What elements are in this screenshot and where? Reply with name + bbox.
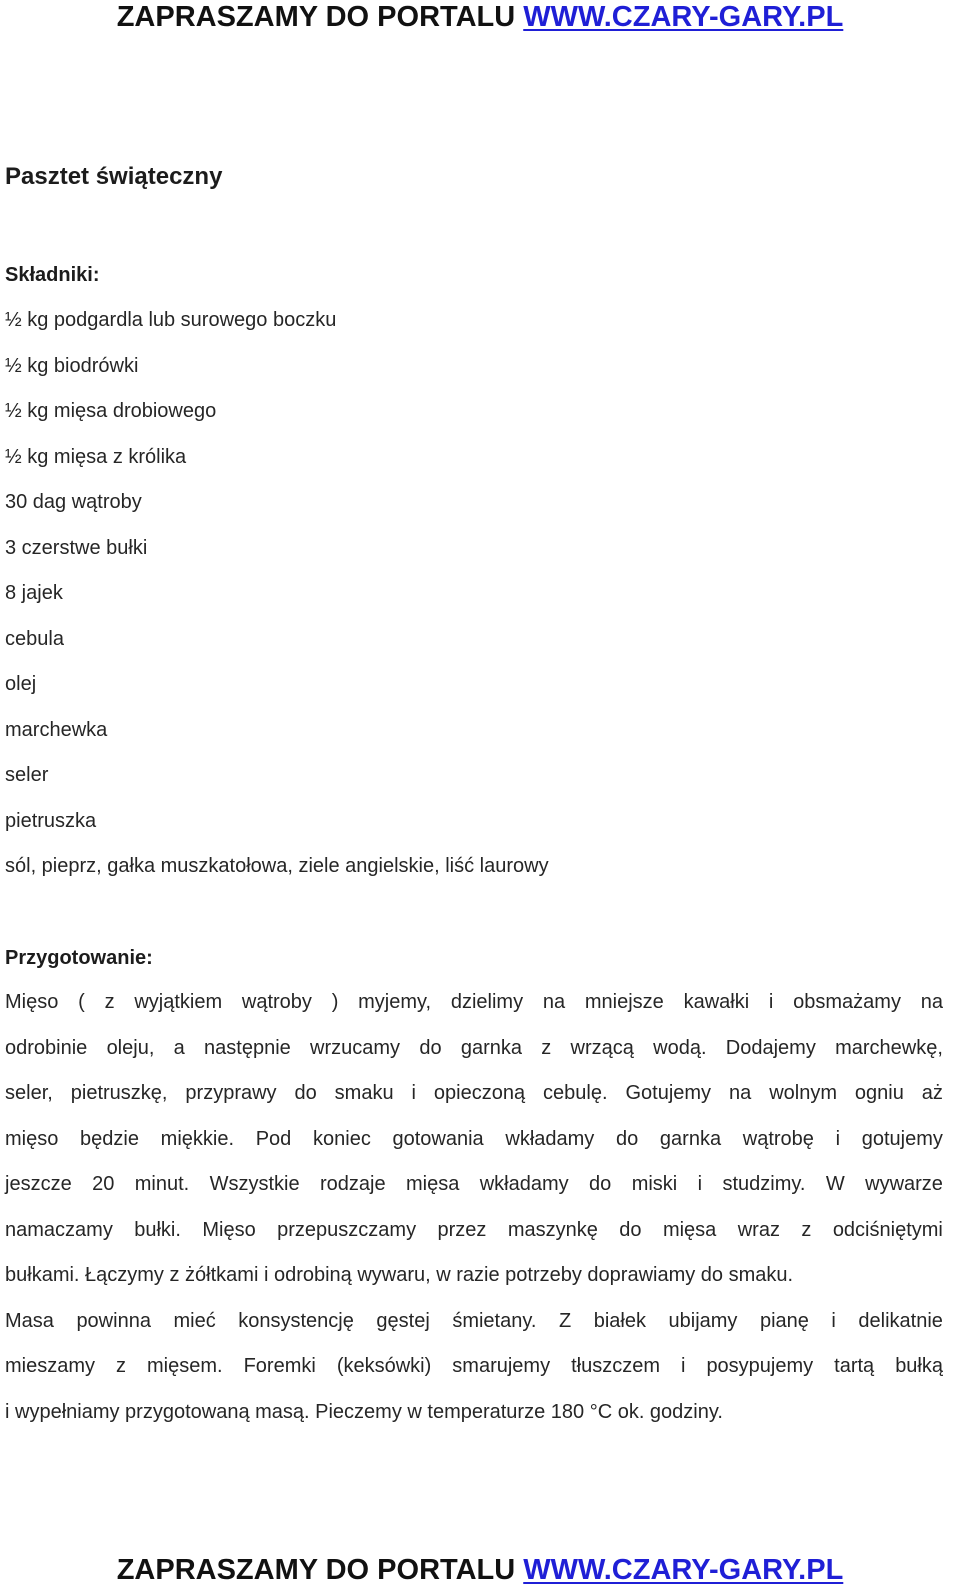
preparation-word: na xyxy=(729,1082,752,1104)
preparation-word: gotujemy xyxy=(861,1127,943,1150)
preparation-word: Gotujemy xyxy=(625,1082,712,1104)
preparation-line: i wypełniamy przygotowaną masą. Pieczemy w temperaturze 180 °C ok. godziny. xyxy=(5,1400,723,1423)
preparation-word: delikatnie xyxy=(858,1309,943,1332)
preparation-word: jeszcze xyxy=(5,1173,72,1195)
ingredient-item: cebula xyxy=(5,627,64,650)
ingredients-list xyxy=(5,307,549,899)
preparation-word: śmietany. xyxy=(452,1309,537,1332)
preparation-word: Z xyxy=(558,1309,572,1332)
preparation-line xyxy=(5,1035,943,1081)
preparation-word: mieszamy xyxy=(5,1355,96,1377)
preparation-word: i xyxy=(680,1355,686,1377)
preparation-word: Pod xyxy=(255,1127,292,1150)
preparation-word: pietruszkę, xyxy=(70,1082,168,1104)
preparation-word: maszynkę xyxy=(507,1218,598,1241)
preparation-word: rodzaje xyxy=(319,1173,386,1195)
preparation-word: aż xyxy=(921,1082,943,1104)
ingredient-item: seler xyxy=(5,764,49,786)
preparation-word: minut. xyxy=(134,1173,190,1195)
preparation-word: ogniu xyxy=(854,1082,904,1104)
preparation-word: garnka xyxy=(659,1127,722,1150)
ingredient-item: sól, pieprz, gałka muszkatołowa, ziele angielskie, liść laurowy xyxy=(5,855,549,877)
preparation-word: wodą. xyxy=(653,1036,707,1059)
preparation-word: Dodajemy xyxy=(725,1036,816,1059)
preparation-line xyxy=(5,1171,943,1217)
preparation-word: przez xyxy=(437,1218,487,1241)
preparation-word: konsystencję xyxy=(238,1309,354,1332)
preparation-word: z xyxy=(116,1355,127,1377)
preparation-word: tłuszczem xyxy=(571,1355,660,1377)
preparation-word: pianę xyxy=(759,1309,809,1332)
preparation-word: myjemy, xyxy=(358,991,432,1013)
preparation-word: na xyxy=(920,991,943,1013)
preparation-word: wrzącą xyxy=(570,1036,634,1059)
preparation-word: na xyxy=(542,991,566,1013)
preparation-word: do xyxy=(419,1036,442,1059)
portal-link[interactable]: WWW.CZARY-GARY.PL xyxy=(523,1,844,33)
preparation-word: studzimy. xyxy=(722,1173,806,1195)
preparation-word: Foremki xyxy=(243,1355,316,1377)
preparation-word: wywarze xyxy=(865,1173,943,1195)
preparation-word: wolnym xyxy=(769,1082,837,1104)
preparation-word: W xyxy=(825,1173,845,1195)
preparation-word: Masa xyxy=(5,1309,54,1332)
ingredient-item: ½ kg mięsa drobiowego xyxy=(5,400,217,422)
preparation-text xyxy=(5,989,943,1444)
preparation-word: miski xyxy=(631,1173,678,1195)
preparation-word: oleju, xyxy=(106,1036,155,1059)
ingredients-heading: Składniki: xyxy=(5,264,100,286)
preparation-word: wyjątkiem xyxy=(134,991,223,1013)
ingredient-item: marchewka xyxy=(5,718,108,741)
preparation-word: i xyxy=(835,1127,841,1150)
preparation-word: Wszystkie xyxy=(209,1173,300,1195)
preparation-word: i xyxy=(411,1082,416,1104)
preparation-word: będzie xyxy=(80,1127,139,1150)
preparation-word: gęstej xyxy=(376,1309,430,1332)
preparation-word: mniejsze xyxy=(584,991,664,1013)
preparation-word: z xyxy=(104,991,115,1013)
preparation-word: wkładamy xyxy=(479,1173,569,1195)
ingredient-item: pietruszka xyxy=(5,809,97,832)
preparation-word: obsmażamy xyxy=(793,991,901,1013)
preparation-line xyxy=(5,1080,943,1126)
preparation-word: wątroby xyxy=(241,991,312,1013)
preparation-word: do xyxy=(589,1173,612,1195)
portal-banner-bottom xyxy=(0,1553,960,1587)
preparation-word: posypujemy xyxy=(706,1355,814,1377)
portal-link[interactable]: WWW.CZARY-GARY.PL xyxy=(523,1554,844,1586)
ingredient-item: olej xyxy=(5,673,37,695)
preparation-word: dzielimy xyxy=(450,991,524,1013)
preparation-word: wrzucamy xyxy=(310,1036,401,1059)
preparation-word: seler, xyxy=(5,1082,53,1104)
preparation-word: ) xyxy=(331,991,339,1013)
preparation-word: smaku xyxy=(334,1082,394,1104)
preparation-line xyxy=(5,1217,943,1263)
preparation-word: cebulę. xyxy=(543,1082,608,1104)
preparation-word: garnka xyxy=(460,1036,522,1059)
preparation-word: powinna xyxy=(76,1309,151,1332)
preparation-word: z xyxy=(541,1036,552,1059)
preparation-word: mięso xyxy=(5,1127,59,1150)
preparation-word: z xyxy=(801,1218,812,1241)
portal-banner-text: ZAPRASZAMY DO PORTALU xyxy=(116,1554,524,1586)
portal-banner-text: ZAPRASZAMY DO PORTALU xyxy=(116,1,524,33)
preparation-word: ( xyxy=(78,991,85,1013)
preparation-word: wątrobę xyxy=(742,1127,814,1150)
preparation-word: mięsa xyxy=(405,1173,460,1195)
ingredient-item: 8 jajek xyxy=(5,582,63,604)
preparation-word: i xyxy=(697,1173,703,1195)
ingredient-item: 3 czerstwe bułki xyxy=(5,536,148,559)
preparation-word: a xyxy=(173,1036,185,1059)
preparation-line xyxy=(5,989,943,1035)
preparation-word: wraz xyxy=(737,1218,780,1241)
preparation-word: 20 xyxy=(92,1173,115,1195)
ingredient-item: ½ kg biodrówki xyxy=(5,354,139,377)
preparation-word: Mięso xyxy=(202,1218,256,1241)
preparation-word: gotowania xyxy=(392,1127,484,1150)
preparation-line xyxy=(5,1353,943,1399)
preparation-heading: Przygotowanie: xyxy=(5,947,153,969)
preparation-word: do xyxy=(615,1127,639,1150)
preparation-word: następnie xyxy=(204,1036,291,1059)
preparation-word: odrobinie xyxy=(5,1036,88,1059)
preparation-word: mięsa xyxy=(662,1218,717,1241)
preparation-word: miękkie. xyxy=(160,1127,235,1150)
preparation-line xyxy=(5,1308,943,1354)
preparation-word: mieć xyxy=(173,1309,216,1332)
recipe-title: Pasztet świąteczny xyxy=(5,163,223,190)
preparation-word: do xyxy=(619,1218,642,1241)
ingredient-item: 30 dag wątroby xyxy=(5,491,142,513)
preparation-word: do xyxy=(294,1082,317,1104)
preparation-word: przyprawy xyxy=(185,1082,277,1104)
preparation-line: bułkami. Łączymy z żółtkami i odrobiną wywaru, w razie potrzeby doprawiamy do smaku. xyxy=(5,1264,794,1286)
preparation-word: białek xyxy=(593,1309,646,1332)
preparation-word: opieczoną xyxy=(433,1082,526,1104)
preparation-word: i xyxy=(768,991,774,1013)
preparation-word: bułki. xyxy=(134,1218,181,1241)
preparation-word: Mięso xyxy=(5,991,59,1013)
preparation-word: (keksówki) xyxy=(336,1355,432,1377)
preparation-word: bułką xyxy=(895,1355,943,1377)
portal-banner-top xyxy=(0,0,960,34)
preparation-word: wkładamy xyxy=(505,1127,595,1150)
preparation-word: namaczamy xyxy=(5,1218,113,1241)
preparation-word: kawałki xyxy=(683,991,750,1013)
preparation-word: ubijamy xyxy=(668,1309,738,1332)
preparation-word: koniec xyxy=(313,1127,371,1150)
preparation-word: mięsem. xyxy=(147,1355,223,1377)
preparation-word: przepuszczamy xyxy=(277,1218,417,1241)
ingredient-item: ½ kg podgardla lub surowego boczku xyxy=(5,309,337,331)
preparation-line xyxy=(5,1126,943,1172)
ingredient-item: ½ kg mięsa z królika xyxy=(5,445,187,468)
preparation-word: marchewkę, xyxy=(835,1036,943,1059)
preparation-word: tartą xyxy=(834,1355,875,1377)
preparation-word: odciśniętymi xyxy=(832,1218,943,1241)
preparation-word: i xyxy=(831,1309,836,1332)
preparation-word: smarujemy xyxy=(452,1355,551,1377)
